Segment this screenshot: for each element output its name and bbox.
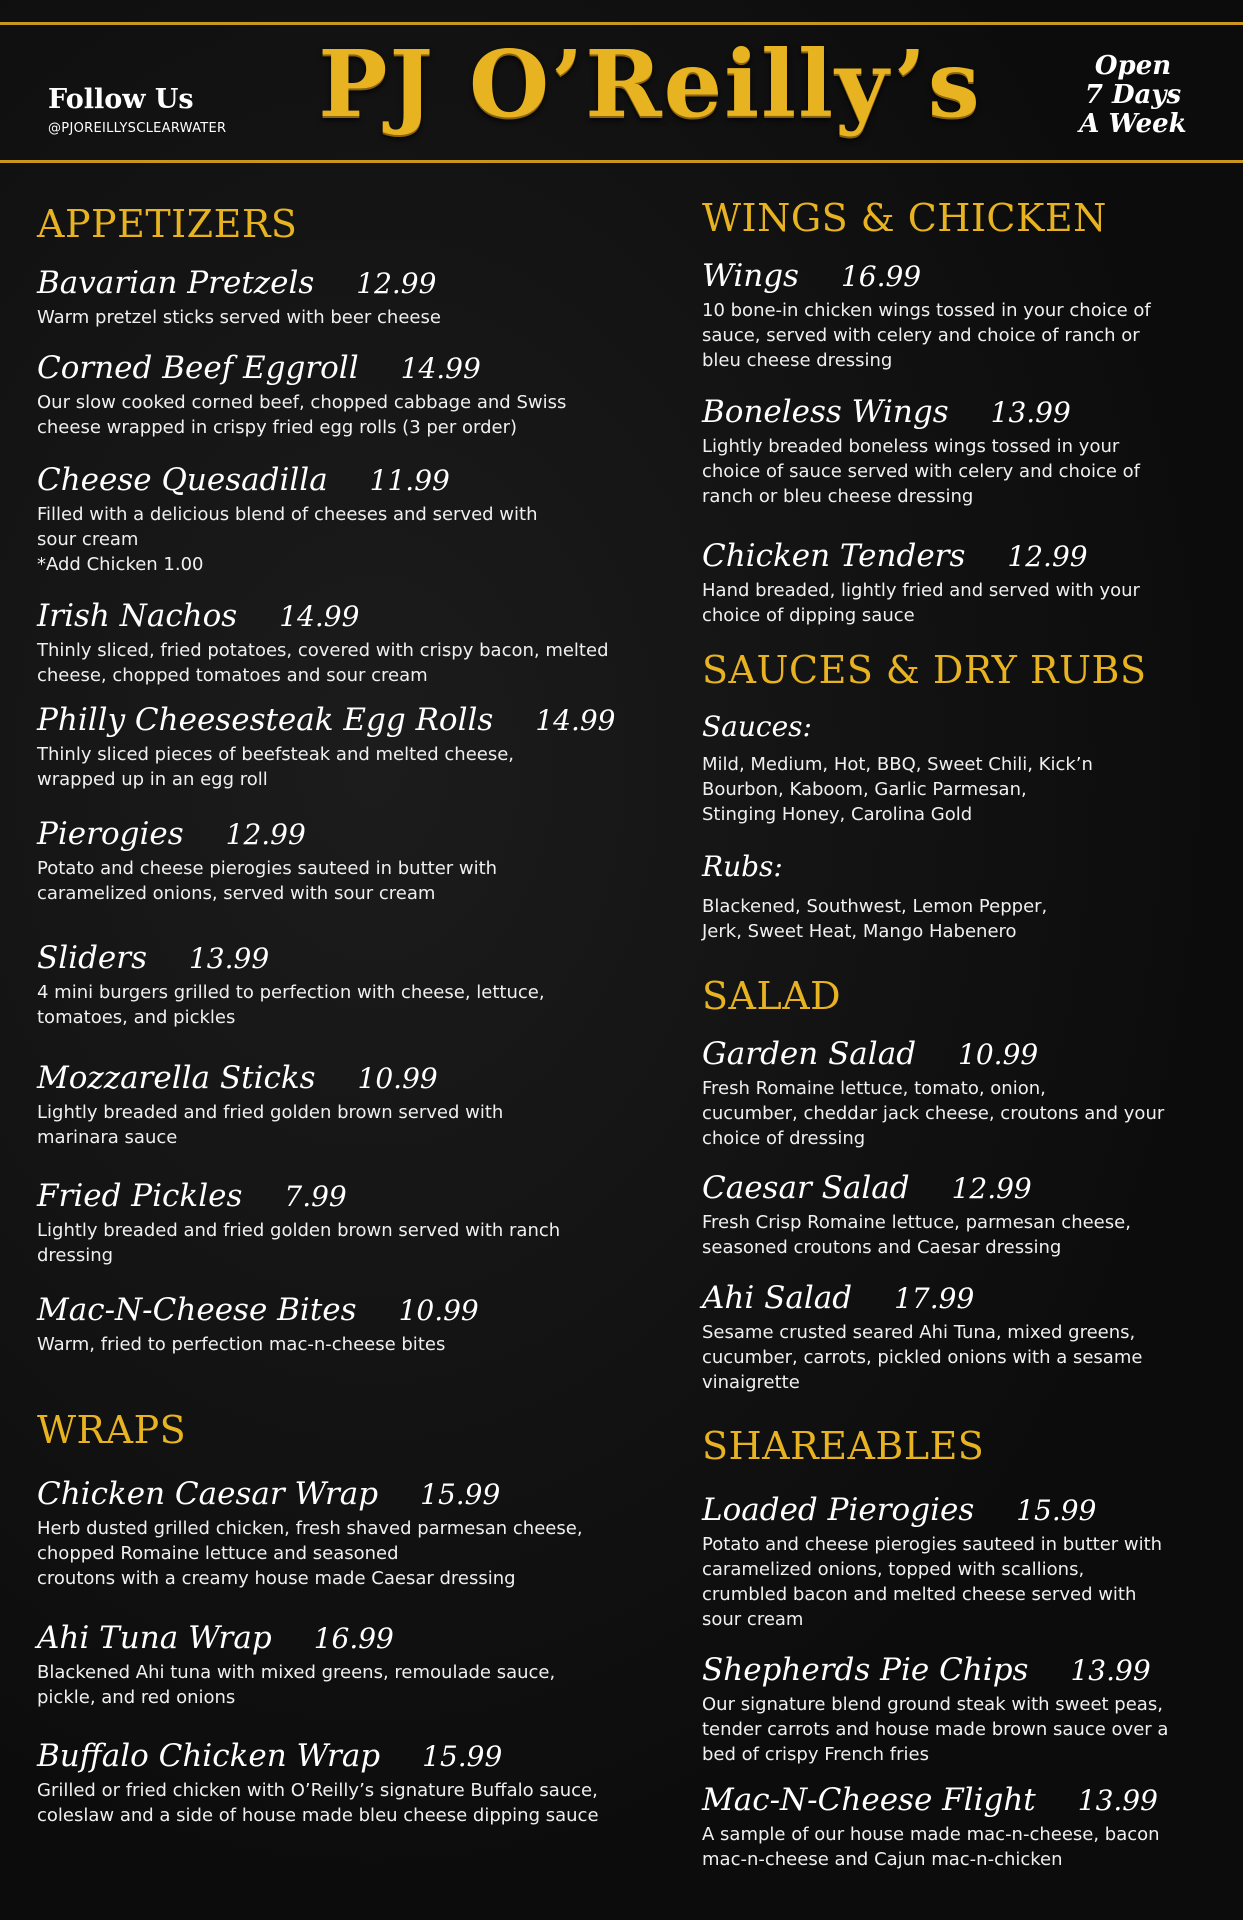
item-description: Our signature blend ground steak with sweet peas, tender carrots and house made brown sauce over a bed of crispy French fries (702, 1694, 1169, 1765)
menu-item-chicken-tenders (702, 538, 1140, 628)
menu-item-ahi-salad (702, 1280, 1142, 1395)
item-name: Bavarian Pretzels (37, 265, 315, 301)
menu-item-cheese-quesadilla (37, 462, 537, 577)
item-description: Lightly breaded and fried golden brown served with marinara sauce (37, 1102, 504, 1148)
item-name: Mozzarella Sticks (37, 1060, 316, 1096)
item-name: Pierogies (37, 816, 184, 852)
menu-header (0, 0, 1243, 165)
open-hours-note (1053, 52, 1213, 139)
menu-item-boneless-wings (702, 394, 1140, 509)
item-price: 10.99 (398, 1294, 479, 1327)
menu-item-fried-pickles (37, 1178, 560, 1268)
item-description: Warm, fried to perfection mac-n-cheese bites (37, 1334, 446, 1355)
item-description: Grilled or fried chicken with O’Reilly’s signature Buffalo sauce, coleslaw and a side of house made bleu cheese dipping sauce (37, 1780, 599, 1826)
item-price: 16.99 (313, 1622, 394, 1655)
item-description: Sesame crusted seared Ahi Tuna, mixed greens, cucumber, carrots, pickled onions with a sesame vinaigrette (702, 1322, 1143, 1393)
item-price: 12.99 (356, 267, 437, 300)
menu-item-mac-cheese-bites (37, 1292, 479, 1357)
item-description: A sample of our house made mac-n-cheese, bacon mac-n-cheese and Cajun mac-n-chicken (702, 1824, 1160, 1870)
item-price: 12.99 (1007, 540, 1088, 573)
item-name: Loaded Pierogies (702, 1492, 975, 1528)
restaurant-logo: PJ O’Reilly’s (318, 30, 982, 138)
item-name: Ahi Salad (702, 1280, 853, 1316)
rubs-list: Blackened, Southwest, Lemon Pepper, Jerk, Sweet Heat, Mango Habenero (702, 896, 1048, 942)
item-price: 15.99 (1016, 1494, 1097, 1527)
item-description: Warm pretzel sticks served with beer cheese (37, 307, 441, 328)
rubs-label: Rubs: (702, 850, 783, 883)
item-price: 13.99 (188, 942, 270, 975)
item-price: 13.99 (1070, 1654, 1151, 1687)
wings-heading: WINGS & CHICKEN (702, 196, 1107, 240)
menu-item-mozzarella-sticks (37, 1060, 503, 1150)
item-price: 11.99 (369, 464, 450, 497)
item-description: 4 mini burgers grilled to perfection with cheese, lettuce, tomatoes, and pickles (37, 982, 545, 1028)
item-price: 13.99 (1077, 1784, 1158, 1817)
item-description: 10 bone-in chicken wings tossed in your choice of sauce, served with celery and choice of ranch or bleu cheese dressing (702, 300, 1151, 371)
item-description: Fresh Romaine lettuce, tomato, onion, cucumber, cheddar jack cheese, croutons and your choice of dressing (702, 1078, 1165, 1149)
item-description: Lightly breaded boneless wings tossed in your choice of sauce served with celery and choice of ranch or bleu cheese dressing (702, 436, 1140, 507)
item-description: Lightly breaded and fried golden brown served with ranch dressing (37, 1220, 561, 1266)
item-price: 14.99 (535, 704, 616, 737)
menu-item-corned-beef-eggroll (37, 350, 566, 440)
item-name: Wings (702, 258, 799, 294)
item-name: Ahi Tuna Wrap (37, 1620, 272, 1656)
menu-item-caesar-salad (702, 1170, 1131, 1260)
sauces-heading: SAUCES & DRY RUBS (702, 648, 1147, 692)
open-line-1: Open (1094, 51, 1172, 81)
item-price: 14.99 (400, 352, 481, 385)
item-price: 12.99 (951, 1172, 1032, 1205)
item-name: Corned Beef Eggroll (37, 350, 359, 386)
item-price: 10.99 (357, 1062, 438, 1095)
item-name: Garden Salad (702, 1036, 917, 1072)
item-price: 12.99 (225, 818, 306, 851)
item-price: 15.99 (422, 1740, 503, 1773)
appetizers-heading: APPETIZERS (37, 202, 298, 246)
shareables-heading: SHAREABLES (702, 1424, 985, 1468)
social-handle: @PJOREILLYSCLEARWATER (48, 121, 227, 136)
item-price: 13.99 (990, 396, 1071, 429)
item-description: Blackened Ahi tuna with mixed greens, remoulade sauce, pickle, and red onions (37, 1662, 556, 1708)
wraps-heading: WRAPS (37, 1408, 187, 1452)
menu-item-buffalo-chicken-wrap (37, 1738, 599, 1828)
menu-item-garden-salad (702, 1036, 1164, 1151)
item-name: Fried Pickles (37, 1178, 243, 1214)
open-line-2: 7 Days (1084, 80, 1182, 110)
item-name: Mac-N-Cheese Bites (37, 1292, 357, 1328)
header-bottom-rule (0, 160, 1243, 163)
item-description: Fresh Crisp Romaine lettuce, parmesan cheese, seasoned croutons and Caesar dressing (702, 1212, 1131, 1258)
menu-item-philly-egg-rolls (37, 702, 615, 792)
item-description: Potato and cheese pierogies sauteed in butter with caramelized onions, topped with scallions, crumbled bacon and melted cheese served with sour cream (702, 1534, 1163, 1630)
menu-item-chicken-caesar-wrap (37, 1476, 583, 1591)
item-name: Cheese Quesadilla (37, 462, 328, 498)
item-price: 14.99 (279, 600, 360, 633)
item-description: Thinly sliced, fried potatoes, covered with crispy bacon, melted cheese, chopped tomatoes and sour cream (37, 640, 609, 686)
item-description: Thinly sliced pieces of beefsteak and melted cheese, wrapped up in an egg roll (37, 744, 515, 790)
menu-item-mac-cheese-flight (702, 1782, 1160, 1872)
item-price: 7.99 (284, 1180, 347, 1213)
menu-item-wings (702, 258, 1151, 373)
menu-item-sliders (37, 940, 545, 1030)
item-description: Filled with a delicious blend of cheeses and served with sour cream *Add Chicken 1.00 (37, 504, 538, 575)
menu-item-irish-nachos (37, 598, 609, 688)
item-name: Caesar Salad (702, 1170, 910, 1206)
header-top-rule (0, 22, 1243, 25)
sauces-label: Sauces: (702, 710, 812, 743)
item-name: Philly Cheesesteak Egg Rolls (37, 702, 494, 738)
menu-item-pierogies (37, 816, 497, 906)
item-name: Sliders (37, 940, 147, 976)
item-price: 16.99 (840, 260, 922, 293)
item-price: 17.99 (894, 1282, 975, 1315)
item-name: Buffalo Chicken Wrap (37, 1738, 381, 1774)
item-name: Shepherds Pie Chips (702, 1652, 1029, 1688)
menu-item-ahi-tuna-wrap (37, 1620, 555, 1710)
item-name: Boneless Wings (702, 394, 949, 430)
open-line-3: A Week (1079, 109, 1187, 139)
item-name: Irish Nachos (37, 598, 238, 634)
item-description: Hand breaded, lightly fried and served with your choice of dipping sauce (702, 580, 1140, 626)
salad-heading: SALAD (702, 974, 842, 1018)
item-name: Mac-N-Cheese Flight (702, 1782, 1036, 1818)
follow-us-label: Follow Us (48, 84, 194, 115)
item-price: 10.99 (958, 1038, 1039, 1071)
item-description: Potato and cheese pierogies sauteed in butter with caramelized onions, served with sour cream (37, 858, 498, 904)
item-price: 15.99 (420, 1478, 501, 1511)
menu-item-bavarian-pretzels (37, 265, 441, 330)
item-name: Chicken Caesar Wrap (37, 1476, 379, 1512)
item-name: Chicken Tenders (702, 538, 966, 574)
sauces-list: Mild, Medium, Hot, BBQ, Sweet Chili, Kick’n Bourbon, Kaboom, Garlic Parmesan, Stinging Honey, Carolina Gold (702, 754, 1093, 825)
item-description: Our slow cooked corned beef, chopped cabbage and Swiss cheese wrapped in crispy fried egg rolls (3 per order) (37, 392, 567, 438)
menu-item-shepherds-pie-chips (702, 1652, 1168, 1767)
item-description: Herb dusted grilled chicken, fresh shaved parmesan cheese, chopped Romaine lettuce and seasoned croutons with a creamy house made Caesar dressing (37, 1518, 583, 1589)
menu-item-loaded-pierogies (702, 1492, 1162, 1632)
